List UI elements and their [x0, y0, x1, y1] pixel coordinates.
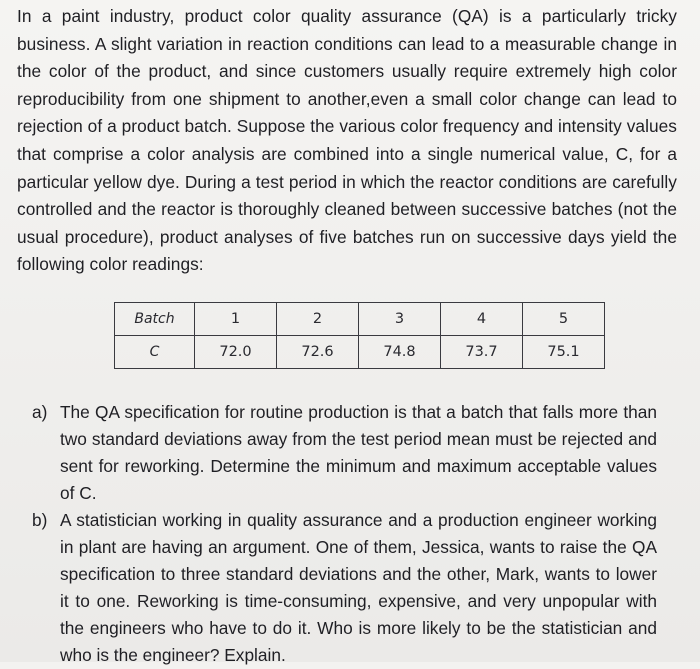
value-cell-4: 73.7 — [441, 336, 523, 369]
intro-paragraph: In a paint industry, product color quality assurance (QA) is a particularly tricky business. A slight variation in reaction conditions can lead to a measurable change in the color of the product, and since customers usually require extremely high color reproducibility from one shipment to another,even a small color change can lead to rejection of a product batch. Suppose the various color frequency and intensity values that comprise a color analysis are combined into a single numerical value, C, for a particular yellow dye. During a test period in which the reactor conditions are carefully controlled and the reactor is thoroughly cleaned between successive batches (not the usual procedure), product analyses of five batches run on successive days yield the following color readings: — [17, 6, 677, 275]
question-a — [32, 399, 657, 507]
question-text: The QA specification for routine production is that a batch that falls more than two standard deviations away from the test period mean must be rejected and sent for reworking. Determine the minimum and maximum acceptable values of C. — [60, 402, 657, 503]
question-b — [32, 507, 657, 669]
value-cell-3: 74.8 — [359, 336, 441, 369]
question-marker: a) — [32, 402, 48, 422]
value-cell-1: 72.0 — [195, 336, 277, 369]
question-marker: b) — [32, 510, 48, 530]
intro-section — [17, 3, 677, 279]
row-header-batch: Batch — [115, 303, 195, 336]
value-cell-2: 72.6 — [277, 336, 359, 369]
color-readings-table — [114, 302, 604, 369]
questions-list — [32, 399, 657, 669]
batch-cell-4: 4 — [441, 303, 523, 336]
batch-cell-1: 1 — [195, 303, 277, 336]
table-row-c — [115, 336, 605, 369]
row-header-c: C — [115, 336, 195, 369]
question-text: A statistician working in quality assurance and a production engineer working in plant are having an argument. One of them, Jessica, wants to raise the QA specification to three standard deviations and the other, Mark, wants to lower it to one. Reworking is time-consuming, expensive, and very unpopular with the engineers who have to do it. Who is more likely to be the statistician and who is the engineer? Explain. — [60, 510, 657, 665]
batch-cell-5: 5 — [523, 303, 605, 336]
batch-cell-3: 3 — [359, 303, 441, 336]
batch-cell-2: 2 — [277, 303, 359, 336]
table-row-batch — [115, 303, 605, 336]
value-cell-5: 75.1 — [523, 336, 605, 369]
